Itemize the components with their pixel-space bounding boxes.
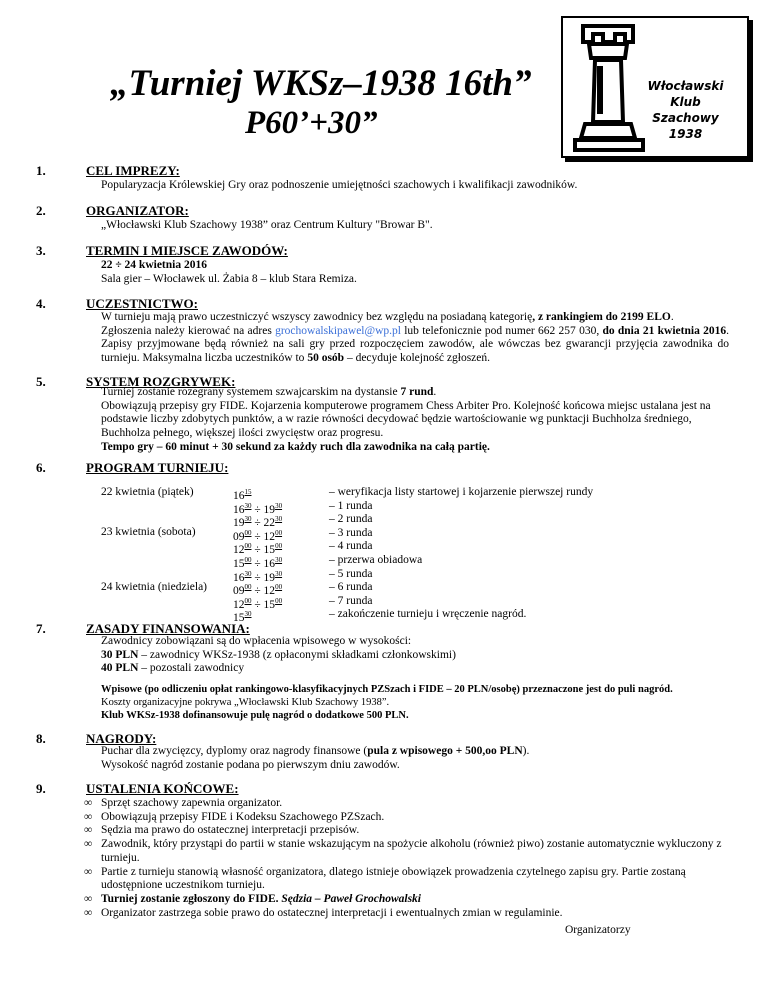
section-3-body — [101, 259, 729, 286]
list-item: ∞ Sędzia ma prawo do ostatecznej interpretacji przepisów. — [84, 824, 360, 837]
list-item: ∞ Organizator zastrzega sobie prawo do ostatecznej interpretacji i ewentualnych zmian w regulaminie. — [84, 906, 563, 919]
section-9-list — [73, 797, 729, 920]
email-link[interactable]: grochowalskipawel@wp.pl — [275, 324, 401, 337]
schedule-time: $09^{00} \div 12^{00}$ — [233, 528, 283, 543]
schedule-day: 23 kwietnia (sobota) — [101, 526, 196, 538]
section-number: 3. — [36, 243, 46, 258]
section-heading: UCZESTNICTWO: — [86, 296, 198, 311]
list-item: ∞ Turniej zostanie zgłoszony do FIDE. Sędzia – Paweł Grochowalski — [84, 892, 421, 905]
schedule-time: $16^{15}$ — [233, 488, 252, 502]
schedule-description: – 1 runda — [329, 499, 373, 512]
section-heading: SYSTEM ROZGRYWEK: — [86, 374, 236, 389]
section-5-body: Turniej zostanie rozegrany systemem szwajcarskim na dystansie 7 rund. Obowiązują przepisy gry FIDE. Kojarzenia komputerowe programem Chess Arbiter Pro. Kolejność końcowa miejsc ustalana jest na podstawie liczby zdobytych punktów, a w razie równości decydować będzie wartościowanie wg punktacji Buchholza średniego, Buchholza pełnego, większej ilości zwycięstw oraz progresu. Tempo gry – 60 minut + 30 sekund za każdy ruch dla zawodnika na całą partię. — [101, 386, 711, 453]
section-7-notes: Wpisowe (po odliczeniu opłat rankingowo-klasyfikacyjnych PZSzach i FIDE – 20 PLN/osobę) przeznaczone jest do puli nagród. Koszty organizacyjne pokrywa „Włocławski Klub Szachowy 1938”. Klub WKSz-1938 dofinansowuje pulę nagród o dodatkowe 500 PLN. — [101, 684, 673, 721]
schedule-time: $15^{00} \div 16^{30}$ — [233, 556, 283, 570]
section-heading: PROGRAM TURNIEJU: — [86, 460, 229, 475]
event-place: Sala gier – Włocławek ul. Żabia 8 – klub Stara Remiza. — [101, 272, 357, 285]
schedule-description: – przerwa obiadowa — [329, 554, 423, 566]
section-1-body: Popularyzacja Królewskiej Gry oraz podnoszenie umiejętności szachowych i kwalifikacji zawodników. — [101, 179, 578, 191]
club-logo — [561, 16, 749, 158]
section-8-body: Puchar dla zwycięzcy, dyplomy oraz nagrody finansowe (pula z wpisowego + 500,oo PLN). Wysokość nagród zostanie podana po pierwszym dniu zawodów. — [101, 745, 530, 771]
section-number: 4. — [36, 296, 46, 311]
schedule-day: 24 kwietnia (niedziela) — [101, 581, 208, 593]
list-item: ∞ Obowiązują przepisy FIDE i Kodeksu Szachowego PZSzach. — [84, 810, 385, 823]
schedule-description: – 7 runda — [329, 594, 373, 607]
section-7-body: Zawodnicy zobowiązani są do wpłacenia wpisowego w wysokości: 30 PLN – zawodnicy WKSz-1938 (z opłaconymi składkami członkowskimi) 40 PLN – pozostali zawodnicy — [101, 635, 456, 675]
section-number: 9. — [36, 781, 46, 796]
schedule-time: $12^{00} \div 15^{00}$ — [233, 542, 283, 557]
section-number: 5. — [36, 374, 46, 389]
section-heading: TERMIN I MIEJSCE ZAWODÓW: — [86, 243, 288, 258]
schedule-description: – zakończenie turnieju i wręczenie nagród. — [329, 608, 527, 621]
section-heading: ZASADY FINANSOWANIA: — [86, 621, 250, 636]
section-2-body: „Włocławski Klub Szachowy 1938” oraz Centrum Kultury "Browar B". — [101, 219, 433, 231]
section-number: 2. — [36, 203, 46, 218]
schedule-time: $12^{00} \div 15^{00}$ — [233, 596, 283, 611]
schedule-day: 22 kwietnia (piątek) — [101, 486, 194, 498]
section-heading: NAGRODY: — [86, 731, 157, 746]
list-item: ∞ Zawodnik, który przystąpi do partii w stanie wskazującym na spożycie alkoholu (również piwo) zostanie automatycznie wykluczony z turnieju. — [84, 838, 722, 864]
section-4-body: W turnieju mają prawo uczestniczyć wszyscy zawodnicy bez względu na posiadaną kategorię, z rankingiem do 2199 ELO. Zgłoszenia należy kierować na adres grochowalskipawel@wp.pl lub telefonicznie pod numer 662 257 030, do dnia 21 kwietnia 2016. Zapisy przyjmowane będą również na sali gry przed rozpoczęciem zawodów, ale wówczas bez gwarancji przyjęcia zawodnika do turnieju. Maksymalna liczba uczestników to 50 osób – decyduje kolejność zgłoszeń. — [101, 311, 729, 365]
schedule-description: – 3 runda — [329, 526, 373, 539]
schedule-description: – 6 runda — [329, 581, 373, 594]
logo-text: Włocławski Klub Szachowy 1938 — [647, 79, 724, 141]
schedule-description: – weryfikacja listy startowej i kojarzenie pierwszej rundy — [329, 486, 594, 498]
schedule-time: $16^{30} \div 19^{30}$ — [233, 501, 283, 516]
event-date: 22 ÷ 24 kwietnia 2016 — [101, 259, 207, 271]
schedule-description: – 2 runda — [329, 513, 373, 526]
section-number: 8. — [36, 731, 46, 746]
section-number: 6. — [36, 460, 46, 475]
section-heading: CEL IMPREZY: — [86, 163, 180, 178]
section-heading: USTALENIA KOŃCOWE: — [86, 781, 239, 796]
schedule-time: $15^{30}$ — [233, 610, 252, 625]
schedule-description: – 4 runda — [329, 540, 373, 553]
title-line-1: „Turniej WKSz–1938 16th” — [110, 63, 532, 104]
signature: Organizatorzy — [565, 924, 631, 936]
title-line-2: P60’+30” — [245, 105, 378, 141]
section-heading: ORGANIZATOR: — [86, 203, 189, 218]
section-number: 7. — [36, 621, 46, 636]
schedule-time: $09^{00} \div 12^{00}$ — [233, 583, 283, 598]
list-item: ∞ Partie z turnieju stanowią własność organizatora, dlatego istnieje obowiązek prowadzenia czytelnego zapisu gry. Partie zostaną udostępnione uczestnikom turnieju. — [84, 865, 686, 892]
schedule-description: – 5 runda — [329, 567, 373, 580]
schedule-time: $16^{30} \div 19^{30}$ — [233, 569, 283, 584]
section-number: 1. — [36, 163, 46, 178]
list-item: ∞ Sprzęt szachowy zapewnia organizator. — [84, 797, 283, 809]
schedule-time: $19^{30} \div 22^{30}$ — [233, 515, 283, 530]
